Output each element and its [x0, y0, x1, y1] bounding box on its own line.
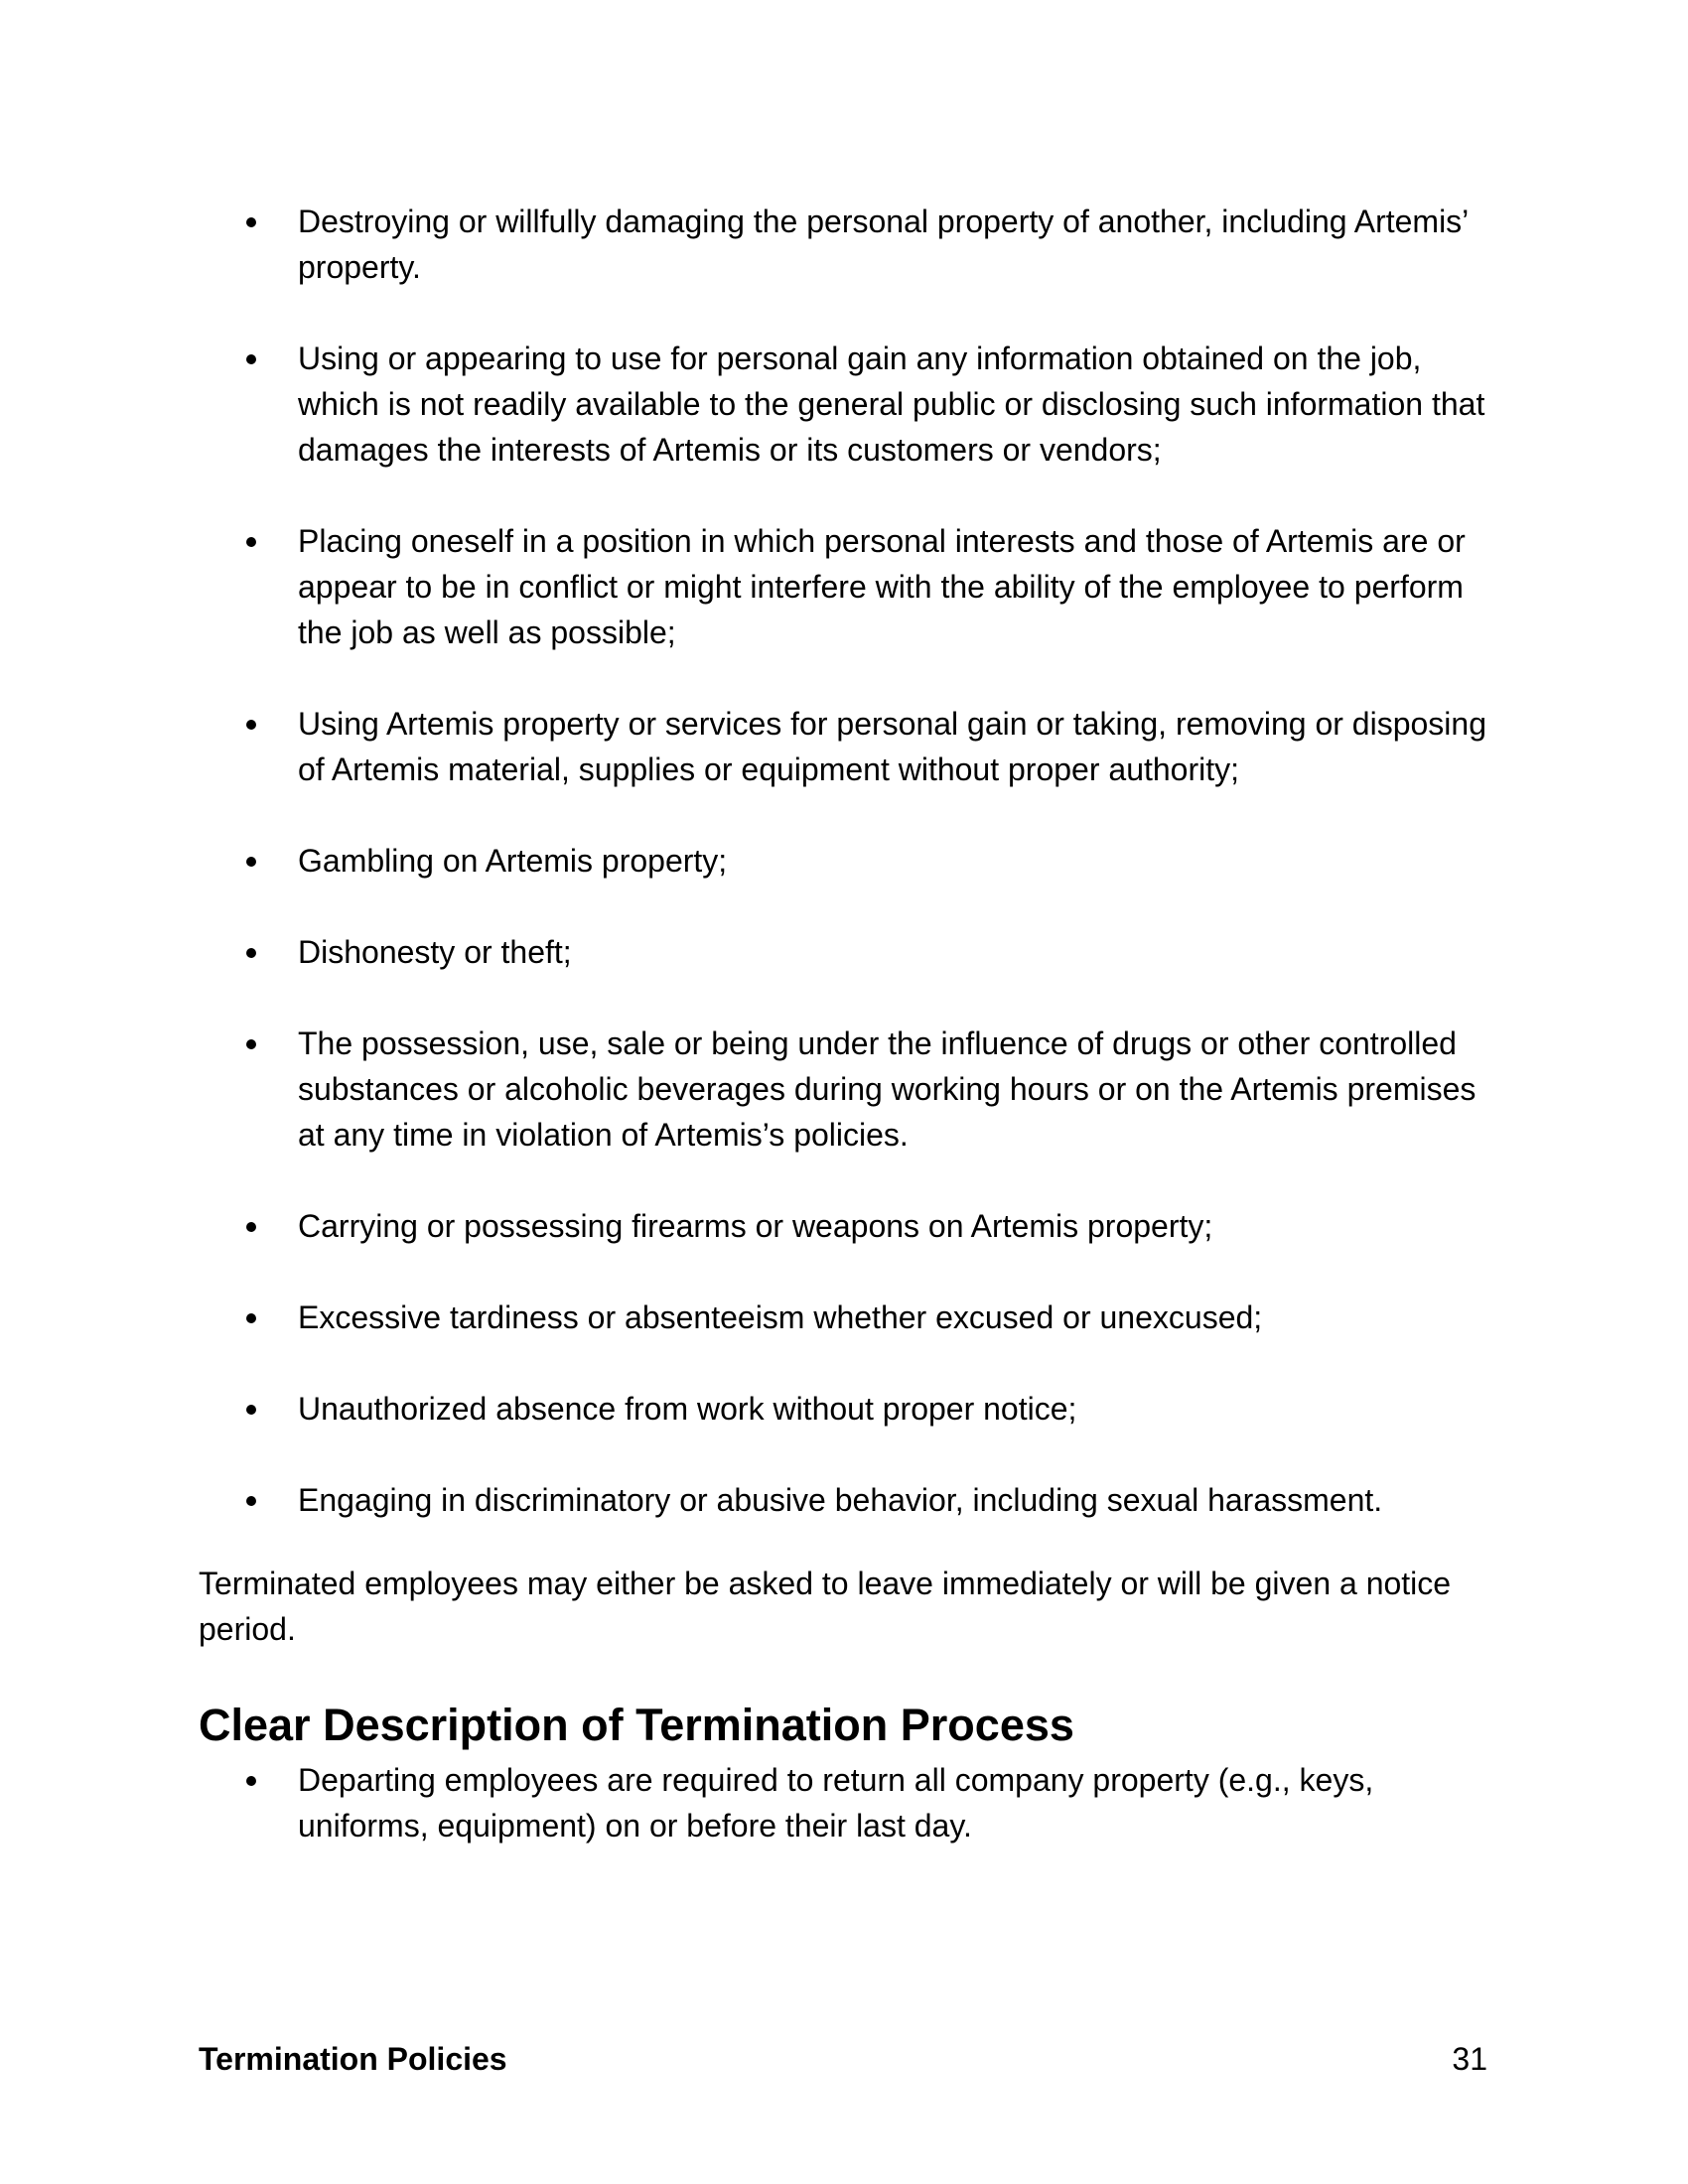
- list-item: [199, 1477, 1489, 1523]
- bullet-icon: [246, 857, 256, 867]
- list-item: [199, 199, 1489, 290]
- bullet-icon: [246, 217, 256, 227]
- list-item: [199, 518, 1489, 655]
- page-number: 31: [1452, 2041, 1487, 2077]
- bullet-icon: [246, 720, 256, 730]
- section-heading: Clear Description of Termination Process: [199, 1700, 1074, 1750]
- list-item-text: Excessive tardiness or absenteeism whether excused or unexcused;: [298, 1299, 1263, 1335]
- bullet-icon: [246, 1039, 256, 1049]
- notice-paragraph: Terminated employees may either be asked to leave immediately or will be given a notice period.: [199, 1566, 1452, 1647]
- footer-title: Termination Policies: [199, 2041, 507, 2077]
- list-item: [199, 1021, 1489, 1158]
- bullet-icon: [246, 354, 256, 364]
- list-item-text: Placing oneself in a position in which personal interests and those of Artemis are or appear to be in conflict or might interfere with the ability of the employee to perform the job as well as possible;: [298, 523, 1466, 650]
- bullet-icon: [246, 948, 256, 958]
- bullet-icon: [246, 1405, 256, 1415]
- bullet-icon: [246, 1496, 256, 1506]
- bullet-icon: [246, 1222, 256, 1232]
- list-item: [199, 701, 1489, 792]
- list-item-text: Carrying or possessing firearms or weapons on Artemis property;: [298, 1208, 1213, 1244]
- list-item: [199, 838, 1489, 884]
- bullet-icon: [246, 1313, 256, 1323]
- list-item: [199, 1757, 1489, 1848]
- list-item-text: Using or appearing to use for personal gain any information obtained on the job, which is not readily available to the general public or disclosing such information that damages the interests of Artemis or its customers or vendors;: [298, 341, 1485, 468]
- bullet-icon: [246, 537, 256, 547]
- list-item: [199, 1203, 1489, 1249]
- list-item-text: Using Artemis property or services for personal gain or taking, removing or disposing of Artemis material, supplies or equipment without proper authority;: [298, 706, 1486, 787]
- violations-list: [199, 199, 1489, 1569]
- list-item-text: Dishonesty or theft;: [298, 934, 572, 970]
- process-list: [199, 1757, 1489, 1894]
- bullet-icon: [246, 1776, 256, 1786]
- list-item: [199, 1295, 1489, 1340]
- list-item: [199, 929, 1489, 975]
- list-item-text: Gambling on Artemis property;: [298, 843, 728, 879]
- list-item-text: Engaging in discriminatory or abusive behavior, including sexual harassment.: [298, 1482, 1383, 1518]
- list-item-text: The possession, use, sale or being under the influence of drugs or other controlled substances or alcoholic beverages during working hours or on the Artemis premises at any time in violation of Artemis’s policies.: [298, 1025, 1477, 1153]
- list-item: [199, 336, 1489, 473]
- list-item-text: Departing employees are required to return all company property (e.g., keys, uniforms, equipment) on or before their last day.: [298, 1762, 1374, 1843]
- list-item-text: Unauthorized absence from work without proper notice;: [298, 1391, 1077, 1427]
- list-item-text: Destroying or willfully damaging the personal property of another, including Artemis’ property.: [298, 204, 1469, 285]
- list-item: [199, 1386, 1489, 1432]
